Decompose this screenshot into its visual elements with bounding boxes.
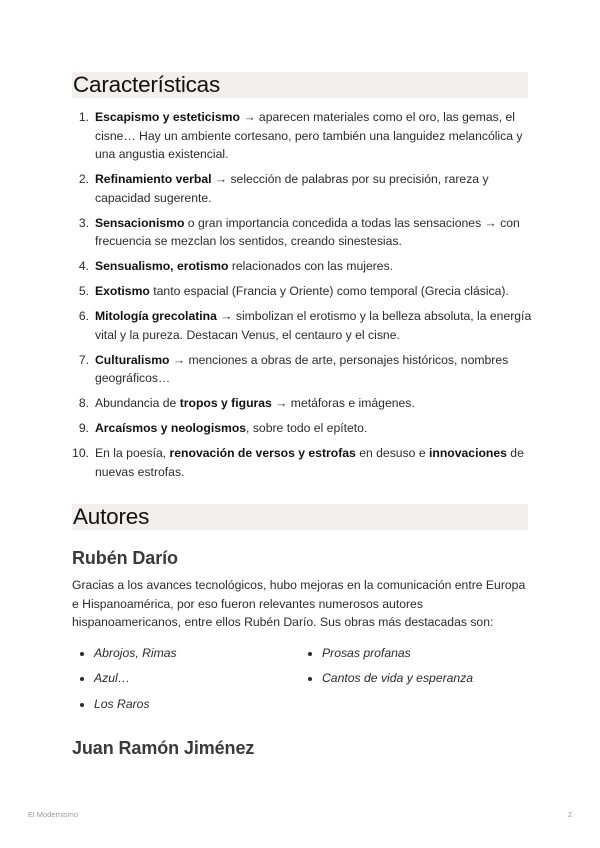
heading-ruben-dario: Rubén Darío <box>72 548 178 568</box>
list-item-term: Sensualismo, erotismo <box>95 259 229 273</box>
list-item-text: tanto espacial (Francia y Oriente) como temporal (Grecia clásica). <box>149 284 509 298</box>
list-item-number: 5. <box>78 284 89 298</box>
list-item-term: Culturalismo <box>95 352 170 367</box>
list-item <box>72 257 534 276</box>
bullet-icon <box>80 703 84 707</box>
footer-title: El Modernismo <box>28 810 79 819</box>
heading-autores: Autores <box>72 504 528 530</box>
list-item-text: → menciones a obras de arte, personajes históricos, nombres geográficos… <box>95 352 509 385</box>
list-item-term: Arcaísmos y neologismos <box>95 421 247 435</box>
work-title: Cantos de vida y esperanza <box>322 671 474 686</box>
work-item <box>72 695 292 714</box>
list-item-number: 10. <box>72 446 89 460</box>
heading-juan-ramon-jimenez: Juan Ramón Jiménez <box>72 738 255 758</box>
list-item-text: → metáforas e imágenes. <box>271 396 415 410</box>
list-item <box>72 170 534 207</box>
list-item-text: Abundancia de <box>95 396 180 410</box>
list-item-text: → aparecen materiales como el oro, las gemas, el cisne… Hay un ambiente cortesano, pero también una languidez melancólica y una angustia existencial. <box>95 110 523 161</box>
works-list-left <box>72 644 292 720</box>
work-item <box>72 669 292 688</box>
list-item-number: 6. <box>78 309 89 323</box>
list-item-term: Sensacionismo <box>95 215 185 230</box>
bullet-icon <box>308 652 312 656</box>
work-title: Los Raros <box>94 696 150 711</box>
list-item-text: relacionados con las mujeres. <box>228 259 394 273</box>
list-item-term: tropos y figuras <box>179 396 272 410</box>
work-item <box>300 669 530 688</box>
caracteristicas-list <box>72 108 534 488</box>
works-list-right <box>300 644 530 695</box>
work-title: Prosas profanas <box>322 646 411 660</box>
list-item-number: 3. <box>78 215 89 230</box>
list-item <box>72 214 534 251</box>
list-item <box>72 351 534 388</box>
bullet-icon <box>308 677 312 681</box>
list-item-text: → selección de palabras por su precisión, rareza y capacidad sugerente. <box>95 172 489 205</box>
work-item <box>300 644 530 663</box>
list-item-text: de nuevas estrofas. <box>95 446 524 479</box>
list-item-number: 7. <box>78 352 89 367</box>
work-item <box>72 644 292 663</box>
list-item-text: en desuso e <box>355 446 430 460</box>
list-item-term: renovación de versos y estrofas <box>169 446 356 460</box>
list-item-text: → simbolizan el erotismo y la belleza absoluta, la energía vital y la pureza. Destacan Venus, el centauro y el cisne. <box>95 309 532 342</box>
bullet-icon <box>80 652 84 656</box>
list-item <box>72 394 534 413</box>
list-item-number: 4. <box>78 259 89 273</box>
list-item-number: 9. <box>78 421 89 435</box>
footer-page-number: 2 <box>567 810 572 819</box>
list-item <box>72 444 534 481</box>
list-item <box>72 419 534 438</box>
work-title: Abrojos, Rimas <box>94 646 177 660</box>
list-item-term: Exotismo <box>95 284 150 298</box>
list-item-term: innovaciones <box>429 446 507 460</box>
list-item-term: Escapismo y esteticismo <box>95 110 240 124</box>
bullet-icon <box>80 677 84 681</box>
list-item-text: o gran importancia concedida a todas las sensaciones → con frecuencia se mezclan los sentidos, creando sinestesias. <box>95 215 520 248</box>
list-item <box>72 282 534 301</box>
list-item-text: En la poesía, <box>95 446 170 460</box>
list-item-term: Refinamiento verbal <box>95 172 212 186</box>
list-item-term: Mitología grecolatina <box>95 309 217 323</box>
list-item-number: 2. <box>78 172 89 186</box>
ruben-dario-intro: Gracias a los avances tecnológicos, hubo mejoras en la comunicación entre Europa e Hispanoamérica, por eso fueron relevantes numerosos autores hispanoamericanos, entre ellos Rubén Darío. Sus obras más destacadas son: <box>72 578 526 629</box>
heading-caracteristicas: Características <box>72 72 528 98</box>
list-item-number: 1. <box>78 110 89 124</box>
work-title: Azul… <box>94 671 130 686</box>
list-item <box>72 307 534 344</box>
list-item-number: 8. <box>78 396 89 410</box>
list-item <box>72 108 534 164</box>
list-item-text: , sobre todo el epíteto. <box>246 421 368 435</box>
